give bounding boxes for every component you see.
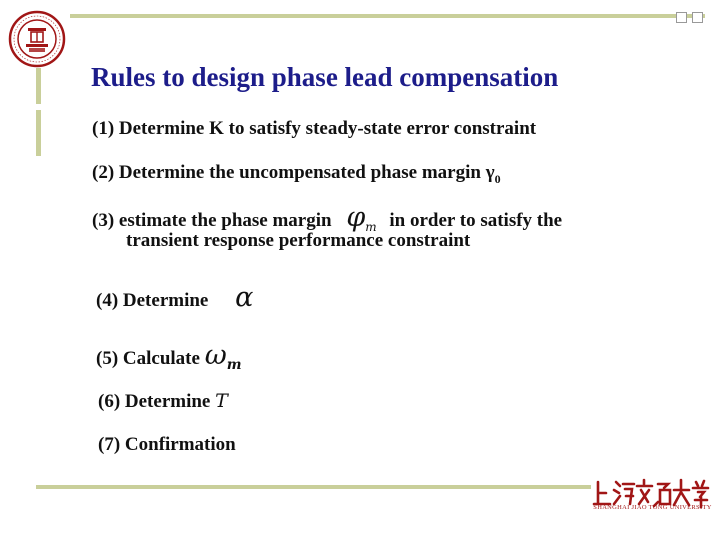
rule-2-text: (2) Determine the uncompensated phase margin — [92, 162, 486, 183]
gamma-symbol: γ — [485, 162, 495, 183]
left-decorative-bar-1 — [36, 68, 41, 104]
t-symbol: T — [215, 390, 228, 412]
rule-3-text-before: (3) estimate the phase margin — [92, 210, 337, 231]
rule-7: (7) Confirmation — [98, 434, 236, 455]
corner-square-1 — [676, 12, 687, 23]
phi-symbol: φ — [346, 202, 366, 233]
alpha-symbol: α — [235, 282, 254, 313]
rule-5 — [96, 340, 242, 374]
rule-2 — [92, 162, 501, 186]
rule-4 — [96, 282, 253, 314]
gamma-subscript: 0 — [494, 172, 501, 186]
rule-3-text-after: in order to satisfy the — [384, 210, 563, 231]
rule-6-text: (6) Determine — [98, 391, 216, 412]
top-decorative-rule — [70, 14, 705, 18]
omega-subscript: m — [226, 357, 242, 373]
left-decorative-bar-2 — [36, 110, 41, 156]
page-title: Rules to design phase lead compensation — [91, 62, 559, 92]
university-english-name: SHANGHAI JIAO TONG UNIVERSITY — [593, 504, 712, 511]
rule-3-line-2: transient response performance constraint — [126, 230, 471, 251]
rule-1: (1) Determine K to satisfy steady-state error constraint — [92, 118, 537, 139]
omega-symbol: ω — [204, 340, 227, 371]
rule-5-text: (5) Calculate — [96, 348, 205, 369]
university-seal-logo — [8, 10, 66, 68]
rule-6 — [98, 390, 228, 414]
phi-subscript: m — [365, 220, 377, 234]
rule-4-text: (4) Determine — [96, 290, 214, 311]
bottom-decorative-rule — [36, 485, 591, 489]
corner-square-2 — [692, 12, 703, 23]
